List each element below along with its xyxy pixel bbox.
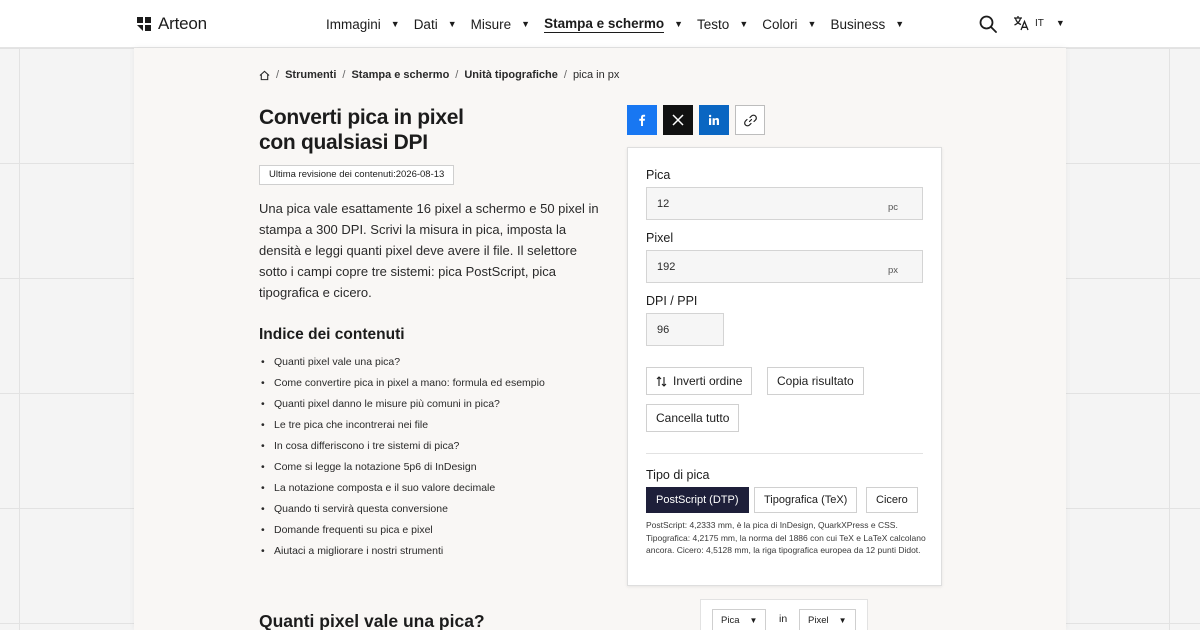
main-nav [326,0,918,48]
page-title-line-1: Converti pica in pixel [259,106,464,129]
revision-badge: Ultima revisione dei contenuti:2026-08-13 [259,165,454,185]
clear-all-label: Cancella tutto [656,411,730,425]
unit-pair-selector [700,599,868,630]
share-buttons [627,105,765,135]
pica-type-cicero[interactable]: Cicero [866,487,918,513]
breadcrumb-link-unita-tipografiche[interactable]: Unità tipografiche [464,69,558,81]
swap-order-label: Inverti ordine [673,374,743,388]
nav-item-immagini[interactable]: Immagini ▼ [326,16,400,32]
pixel-unit: px [887,265,898,276]
page-title-line-2: con qualsiasi DPI [259,131,428,154]
translate-icon [1013,15,1029,31]
pica-input[interactable] [646,187,923,220]
caret-down-icon: ▼ [739,19,749,29]
from-unit-select[interactable] [712,609,766,630]
caret-down-icon: ▼ [807,19,817,29]
site-header [0,0,1200,48]
caret-down-icon: ▼ [749,616,758,625]
pica-type-label: Tipo di pica [646,468,710,482]
pixel-label: Pixel [646,231,674,245]
home-icon[interactable] [259,70,270,81]
linkedin-icon [708,114,720,126]
pixel-input[interactable] [646,250,923,283]
breadcrumb-link-strumenti[interactable]: Strumenti [285,69,337,81]
nav-item-stampa-e-schermo[interactable]: Stampa e schermo ▼ [544,15,684,31]
brand-logo[interactable] [136,14,207,34]
pica-unit: pc [887,202,898,213]
copy-link-button[interactable] [735,105,765,135]
dpi-value: 96 [657,323,670,336]
share-facebook-button[interactable] [627,105,657,135]
caret-down-icon: ▼ [895,19,905,29]
table-of-contents [259,352,545,562]
share-x-button[interactable] [663,105,693,135]
from-unit-value: Pica [721,615,740,626]
breadcrumb-separator: / [276,69,280,81]
breadcrumb-link-stampa-e-schermo[interactable]: Stampa e schermo [351,69,450,81]
toc-item[interactable]: • Come si legge la notazione 5p6 di InDesign [259,457,545,478]
search-icon[interactable] [979,15,997,33]
toc-item[interactable]: • In cosa differiscono i tre sistemi di pica? [259,436,545,457]
toc-item[interactable]: • Aiutaci a migliorare i nostri strumenti [259,541,545,562]
breadcrumb-separator: / [342,69,346,81]
caret-down-icon: ▼ [521,19,531,29]
toc-item[interactable]: • Come convertire pica in pixel a mano: formula ed esempio [259,373,545,394]
link-icon [744,114,757,127]
swap-icon [656,376,667,387]
intro-paragraph: Una pica vale esattamente 16 pixel a schermo e 50 pixel in stampa a 300 DPI. Scrivi la misura in pica, imposta la densità e leggi quanti pixel deve avere il file. Il selettore sotto i campi copre tre sistemi: pica PostScript, pica tipografica e cicero. [259,201,599,300]
page-title [259,105,559,155]
logo-icon [136,16,152,32]
caret-down-icon: ▼ [1055,18,1065,28]
caret-down-icon: ▼ [447,19,457,29]
toc-title: Indice dei contenuti [259,326,405,343]
nav-item-testo[interactable]: Testo ▼ [697,16,749,32]
breadcrumb [259,69,619,81]
language-selector[interactable] [1013,15,1065,31]
nav-item-misure[interactable]: Misure ▼ [470,16,531,32]
facebook-icon [636,114,648,126]
toc-item[interactable]: • Quanti pixel vale una pica? [259,352,545,373]
pica-type-postscript[interactable]: PostScript (DTP) [646,487,749,513]
clear-all-button[interactable] [646,404,739,432]
toc-item[interactable]: • Domande frequenti su pica e pixel [259,520,545,541]
nav-item-dati[interactable]: Dati ▼ [413,16,457,32]
nav-item-colori[interactable]: Colori ▼ [762,16,817,32]
copy-result-button[interactable] [767,367,864,395]
pica-label: Pica [646,168,671,182]
caret-down-icon: ▼ [838,616,847,625]
converter-card [627,147,942,586]
divider [646,453,923,454]
to-unit-select[interactable] [799,609,856,630]
copy-result-label: Copia risultato [777,374,854,388]
share-linkedin-button[interactable] [699,105,729,135]
dpi-input[interactable] [646,313,724,346]
toc-item[interactable]: • La notazione composta e il suo valore decimale [259,478,545,499]
unit-connector: in [779,613,788,625]
pica-type-note: PostScript: 4,2333 mm, è la pica di InDesign, QuarkXPress e CSS. Tipografica: 4,2175 mm, la norma del 1886 con cui TeX e LaTeX calcolano ancora. Cicero: 4,5128 mm, la riga tipografica europea da 12 punti Didot. [646,520,926,555]
brand-name: Arteon [158,14,207,33]
toc-item[interactable]: • Quando ti servirà questa conversione [259,499,545,520]
swap-order-button[interactable] [646,367,752,395]
x-icon [672,114,684,126]
toc-item[interactable]: • Le tre pica che incontrerai nei file [259,415,545,436]
section-title: Quanti pixel vale una pica? [259,611,485,630]
breadcrumb-separator: / [455,69,459,81]
dpi-label: DPI / PPI [646,294,698,308]
nav-item-business[interactable]: Business ▼ [830,16,905,32]
to-unit-value: Pixel [808,615,829,626]
caret-down-icon: ▼ [390,19,400,29]
language-code: IT [1035,17,1044,29]
toc-item[interactable]: • Quanti pixel danno le misure più comuni in pica? [259,394,545,415]
pica-type-tipografica[interactable]: Tipografica (TeX) [754,487,857,513]
content-panel [134,48,1066,630]
breadcrumb-separator: / [563,69,567,81]
breadcrumb-current: pica in px [572,69,620,81]
caret-down-icon: ▼ [674,19,684,29]
pixel-value: 192 [657,260,676,273]
pica-value: 12 [657,197,670,210]
